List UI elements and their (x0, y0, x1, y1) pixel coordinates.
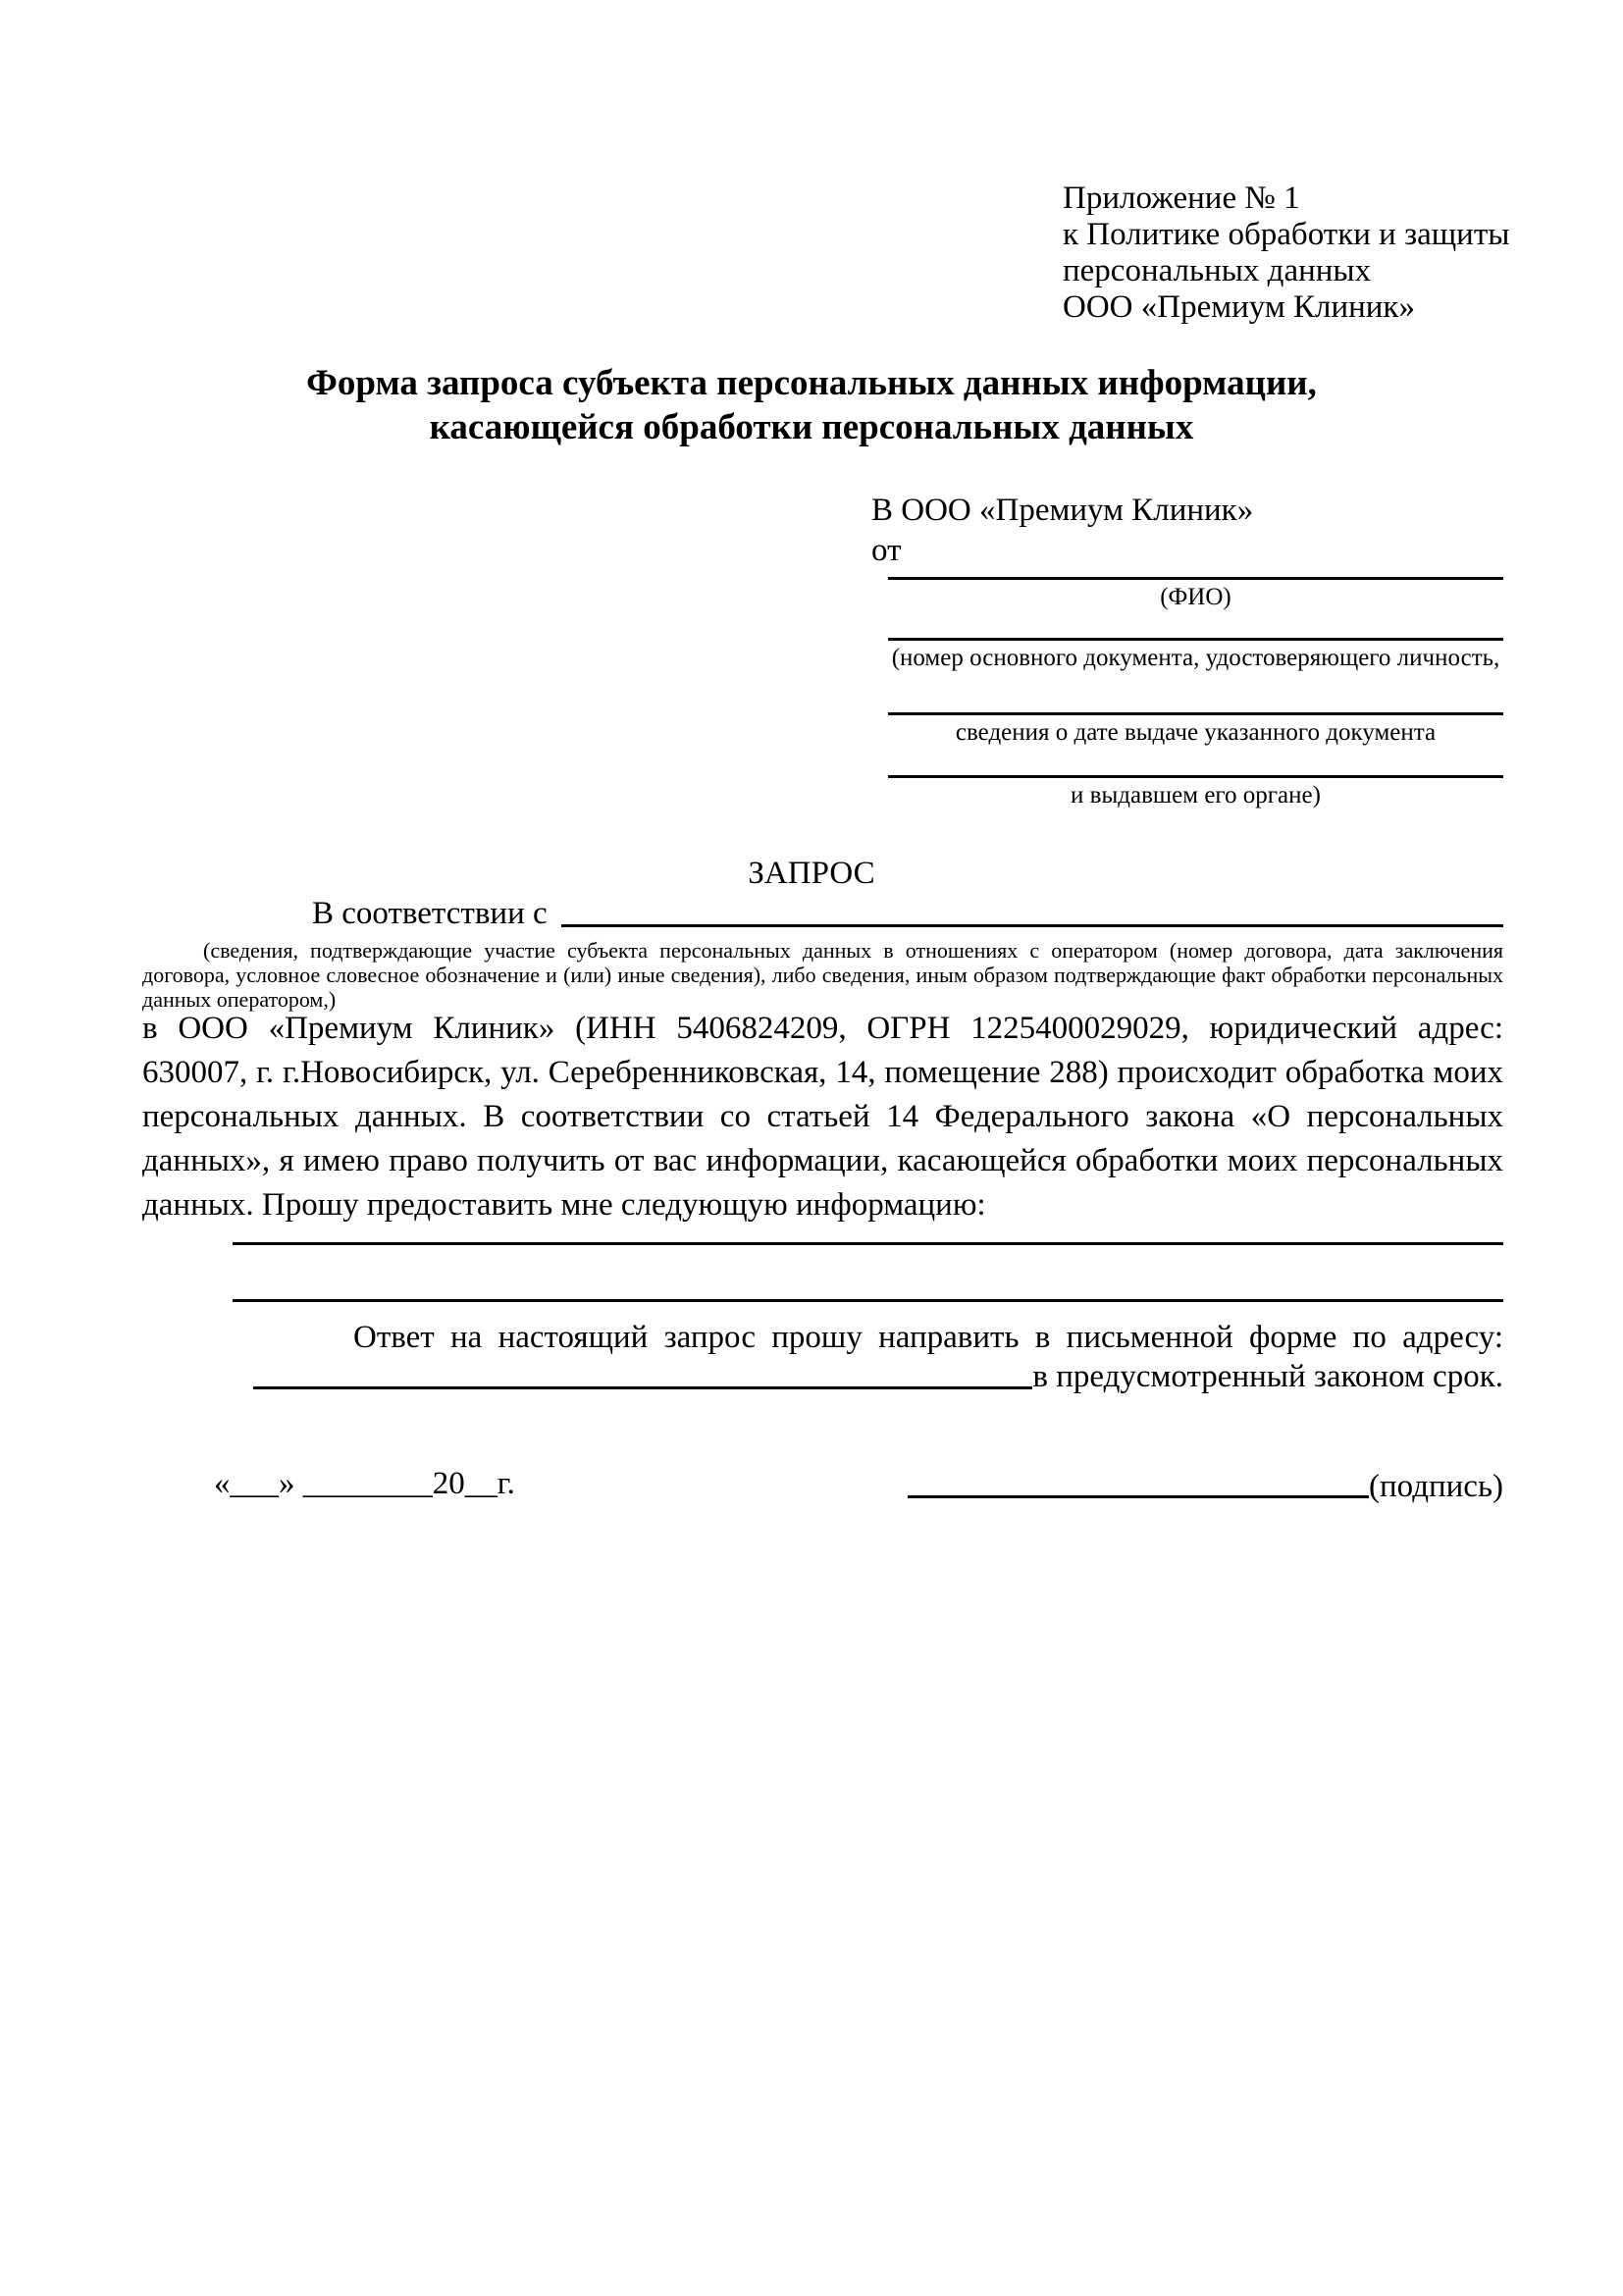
appendix-note (1063, 181, 1524, 326)
identity-document-field-line-1 (888, 638, 1503, 641)
requested-info-field-line-2 (233, 1299, 1503, 1302)
document-title-line-2: касающейся обработки персональных данных (429, 407, 1194, 447)
appendix-line-4: ООО «Премиум Клиник» (1063, 289, 1415, 325)
addressee-to: В ООО «Премиум Клиник» (871, 493, 1254, 528)
identity-document-field-line-2 (888, 712, 1503, 715)
appendix-line-1: Приложение № 1 (1063, 181, 1300, 216)
appendix-line-2: к Политике обработки и защиты (1063, 217, 1510, 252)
document-title (0, 361, 1623, 449)
request-heading: ЗАПРОС (748, 856, 875, 891)
signature-row (908, 1460, 1503, 1505)
requested-info-field-line-1 (233, 1242, 1503, 1245)
identity-document-caption-1: (номер основного документа, удостоверяющего личность, (891, 645, 1500, 671)
reply-request-text: Ответ на настоящий запрос прошу направить в письменной форме по адресу: (353, 1320, 1503, 1355)
appendix-line-3: персональных данных (1063, 253, 1372, 288)
accordance-note: (сведения, подтверждающие участие субъекта персональных данных в отношениях с оператором (номер договора, дата заключения договора, условное словесное обозначение и (или) иные сведения), либо сведения, иным образом подтверждающие факт обработки персональных данных оператором,) (142, 938, 1503, 1012)
signature-field-line (908, 1495, 1369, 1498)
fio-field-line (888, 577, 1503, 580)
request-body-paragraph: в ООО «Премиум Клиник» (ИНН 5406824209, ОГРН 1225400029029, юридический адрес: 630007, г. г.Новосибирск, ул. Серебренниковская, 14, помещение 288) происходит обработка моих персональных данных. В соответствии со статьей 14 Федерального закона «О персональных данных», я имею право получить от вас информации, касающейся обработки моих персональных данных. Прошу предоставить мне следующую информацию: (142, 1011, 1503, 1223)
date-placeholder: «___» ________20__г. (214, 1466, 515, 1501)
addressee-from-label: от (871, 533, 902, 568)
signature-caption: (подпись) (1369, 1469, 1503, 1504)
identity-document-caption-2: сведения о дате выдаче указанного документа (955, 719, 1437, 746)
accordance-field-line (561, 924, 1503, 927)
accordance-row (142, 889, 1503, 932)
fio-caption: (ФИО) (1160, 584, 1231, 610)
reply-suffix-text: в предусмотренный законом срок. (1032, 1359, 1503, 1394)
reply-address-field-line (253, 1386, 1032, 1389)
reply-address-row (253, 1352, 1503, 1395)
identity-document-caption-3: и выдавшем его органе) (1071, 782, 1321, 809)
accordance-label: В соответствии с (312, 896, 548, 931)
document-title-line-1: Форма запроса субъекта персональных данных информации, (306, 363, 1317, 403)
identity-document-field-line-3 (888, 775, 1503, 778)
addressee-block (871, 491, 1253, 571)
